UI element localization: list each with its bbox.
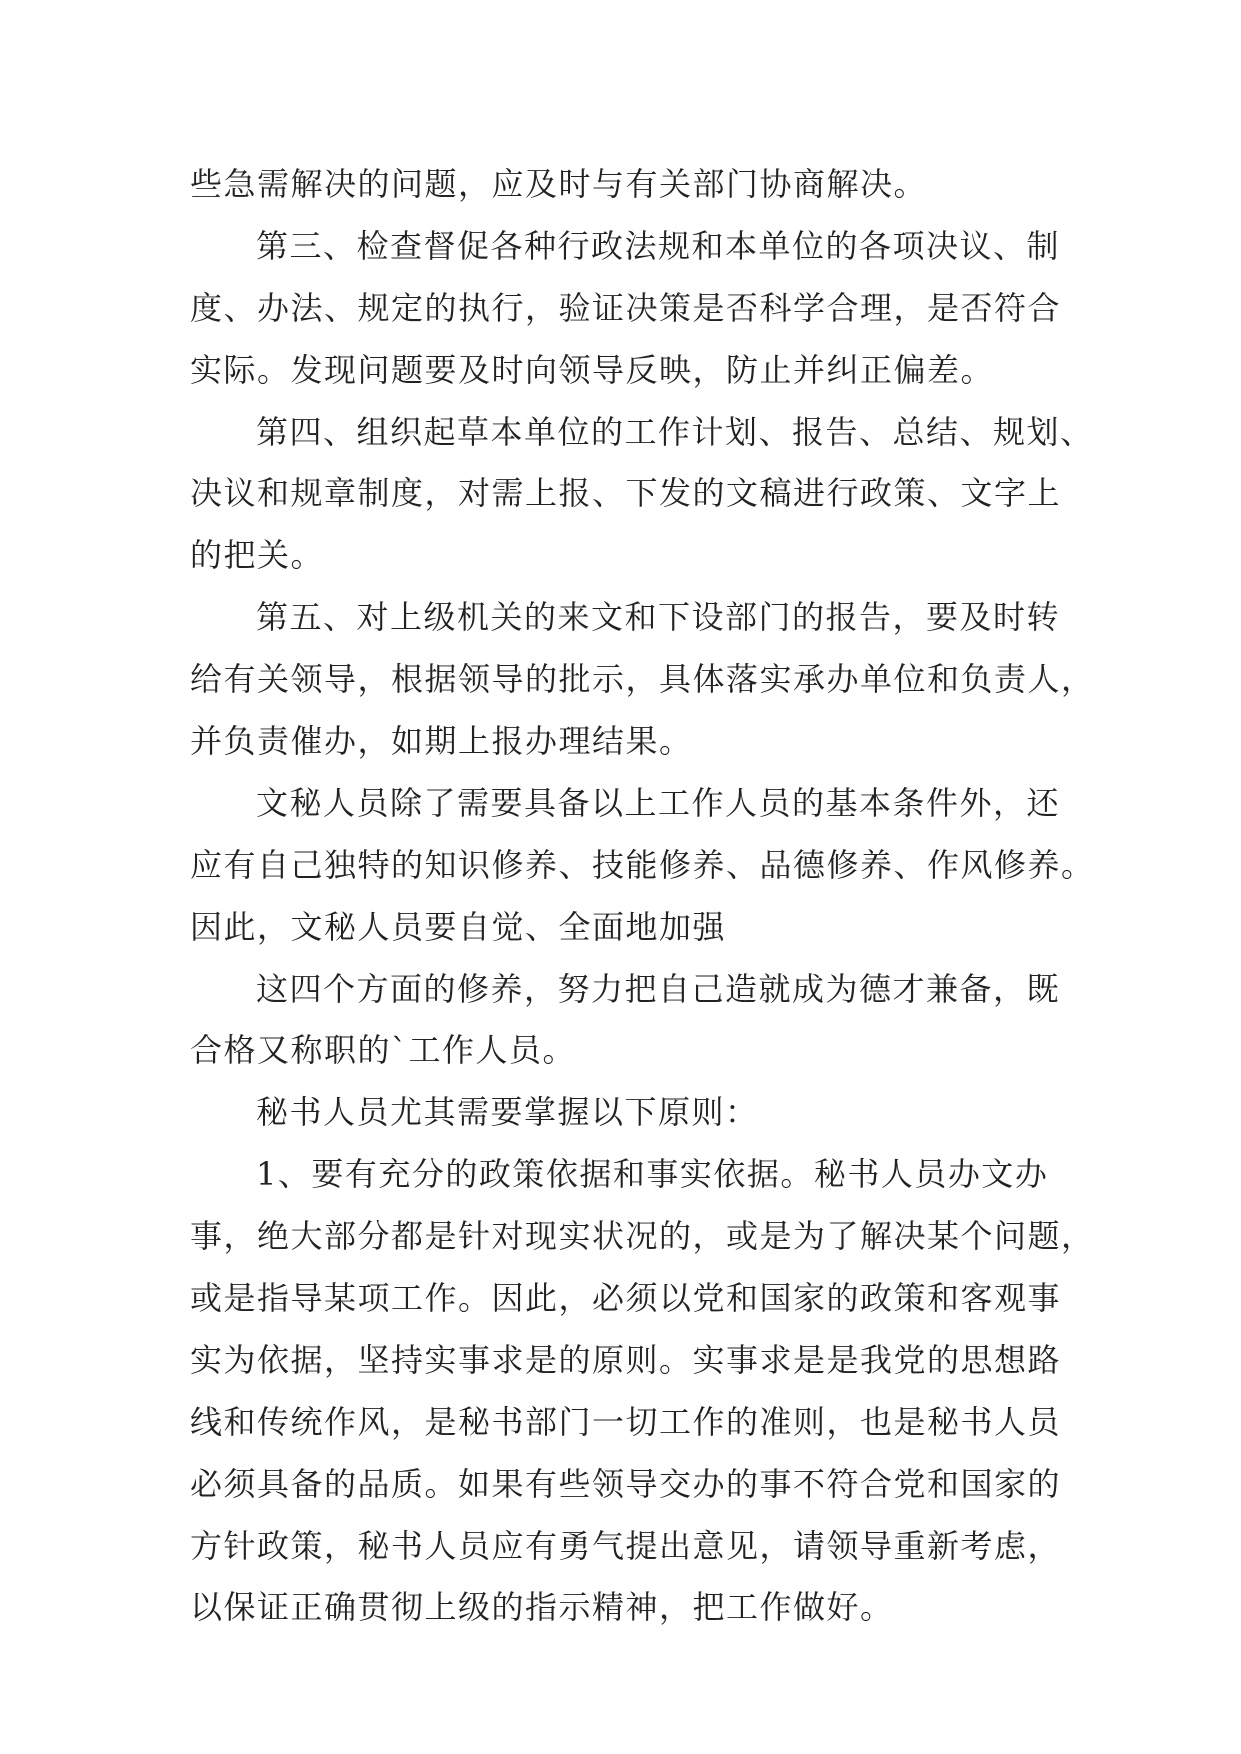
text-line: 实际。发现问题要及时向领导反映，防止并纠正偏差。 — [190, 350, 995, 389]
text-line: 文秘人员除了需要具备以上工作人员的基本条件外，还 — [256, 783, 1061, 822]
text-line: 决议和规章制度，对需上报、下发的文稿进行政策、文字上 — [190, 474, 1062, 513]
text-line: 以保证正确贯彻上级的指示精神，把工作做好。 — [190, 1588, 894, 1627]
text-line: 事，绝大部分都是针对现实状况的，或是为了解决某个问题， — [190, 1217, 1095, 1256]
text-line: 应有自己独特的知识修养、技能修养、品德修养、作风修养。 — [190, 845, 1095, 884]
text-line: 第三、检查督促各种行政法规和本单位的各项决议、制 — [256, 226, 1061, 265]
text-line: 必须具备的品质。如果有些领导交办的事不符合党和国家的 — [190, 1464, 1062, 1503]
text-line: 线和传统作风，是秘书部门一切工作的准则，也是秘书人员 — [190, 1402, 1062, 1441]
document-body — [190, 154, 1095, 1639]
text-line: 因此，文秘人员要自觉、全面地加强 — [190, 907, 727, 946]
text-line: 实为依据，坚持实事求是的原则。实事求是是我党的思想路 — [190, 1340, 1062, 1379]
text-line: 或是指导某项工作。因此，必须以党和国家的政策和客观事 — [190, 1279, 1062, 1318]
text-line: 第五、对上级机关的来文和下设部门的报告，要及时转 — [256, 598, 1061, 637]
text-line: 合格又称职的`工作人员。 — [190, 1031, 577, 1070]
text-line: 些急需解决的问题，应及时与有关部门协商解决。 — [190, 165, 928, 203]
text-line: 方针政策，秘书人员应有勇气提出意见，请领导重新考虑， — [190, 1526, 1062, 1565]
text-line: 秘书人员尤其需要掌握以下原则： — [256, 1093, 759, 1132]
text-line: 度、办法、规定的执行，验证决策是否科学合理，是否符合 — [190, 288, 1062, 327]
text-line: 这四个方面的修养，努力把自己造就成为德才兼备，既 — [256, 969, 1061, 1008]
text-line: 并负责催办，如期上报办理结果。 — [190, 722, 693, 761]
text-line: 的把关。 — [190, 536, 325, 575]
text-line: 第四、组织起草本单位的工作计划、报告、总结、规划、 — [256, 412, 1094, 451]
text-line: 给有关领导，根据领导的批示，具体落实承办单位和负责人， — [190, 660, 1095, 699]
text-line: 1、要有充分的政策依据和事实依据。秘书人员办文办 — [256, 1155, 1049, 1194]
